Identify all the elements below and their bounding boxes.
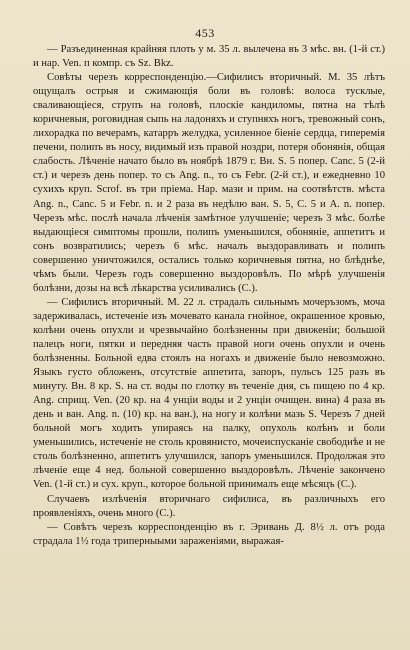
page-number: 453: [195, 26, 215, 40]
paragraph-1: — Разъединенная крайняя плоть у м. 35 л. вылечена въ 3 мѣс. вн. (1-й ст.) и нар. Ven. п компр. съ Sz. Bkz.: [33, 44, 385, 70]
main-text: [33, 43, 385, 549]
paragraph-5: — Совѣтъ черезъ корреспонденцію въ г. Эривань Д. 8½ л. отъ рода страдала 1½ года триперныыми заражeніями, выражая-: [33, 521, 385, 547]
paragraph-4: Случаевъ излѣченія вторичнаго сифилиса, въ различныхъ его проявленіяхъ, очень много (C.).: [33, 493, 385, 519]
paragraph-2: Совѣты черезъ корреспонденцію.—Сифилисъ вторичный. М. 35 лѣтъ ощущалъ острыя и сжимающія боли въ головѣ: волоса тусклые, сваливающіеся, струпъ на головѣ, плоскіе кандиломы, пятна на тѣлѣ коричневыя, роговидная сыпь на ладоняхъ и ступняхъ ногъ, тревожный сонъ, лихорадка по вечерамъ, катарръ желудка, усиленное біеніе сердца, гиперемія печени, полипъ въ носу, видимый изъ правой ноздри, потеря обонянія, общая слабость. Лѣченіе начато было въ ноябрѣ 1879 г. Вн. S. 5 попер. Canc. 5 (2-й ст.) и черезъ день попер. то съ Ang. n., то съ Febr. (2-й ст.), и ежедневно 10 сухихъ круп. Scrof. въ три пріема. Нар. мази и прим. на соотвѣтств. мѣста Ang. n., Canc. 5 и Febr. n. и 2 раза въ недѣлю ван. S. 5, C. 5 и A. n. попер. Черезъ мѣс. послѣ начала лѣченія замѣтное улучшеніе; черезъ 3 мѣс. болѣе выдающіеся симптомы прошли, полипъ уменьшился, обоняніе, аппетитъ и сонъ возвратились; черезъ 6 мѣс. началъ выздоравливать и полипъ совершенно уничтожился, остались только коричневыя пятна, но блѣднѣе, чѣмъ были. Черезъ годъ совершенно выздоровѣлъ. По мѣрѣ улучшенія болѣзни, дозы на всѣ лѣкарства усиливались (C.).: [33, 72, 385, 294]
paragraph-3: — Сифилисъ вторичный. М. 22 л. страдалъ сильнымъ мочеръзомъ, моча задерживалась, истеченіе изъ мочевато канала гнойное, окрашенное кровью, колѣни очень опухли и чрезвычайно болѣзненны при движеніи; большой палецъ ноги, пятки и передняя часть правой ноги очень опухли и очень болѣзненны. Больной едва стоялъ на ногахъ и движеніе было невозможно. Языкъ густо обложенъ, отсутствіе аппетита, запоръ, пульсъ 125 разъ въ минуту. Вн. 8 кр. S. на ст. воды по глотку въ теченіе дня, съ пищею по 4 кр. Ang. сприщ. Ven. (20 кр. на 4 унціи воды и 2 унціи очищен. вина) 4 раза въ день и ван. Ang. n. (10) кр. на ван.), на ногу и колѣни мазь S. Черезъ 7 дней больной могъ ходить упираясь на палку, опухоль колѣнъ и боли уменьшились, истеченіе не столь кровянисто, мочеиспусканіе свободнѣе и не столь болѣзненно, аппетитъ улучшился, запоръ уменьшился. Продолжая это лѣченіе еще 4 нед. больной совершенно выздоровѣлъ. Лѣченіе закончено Ven. (1-й ст.) и сух. круп., которое больной принималъ еще мѣсяцъ (C.).: [33, 296, 385, 491]
